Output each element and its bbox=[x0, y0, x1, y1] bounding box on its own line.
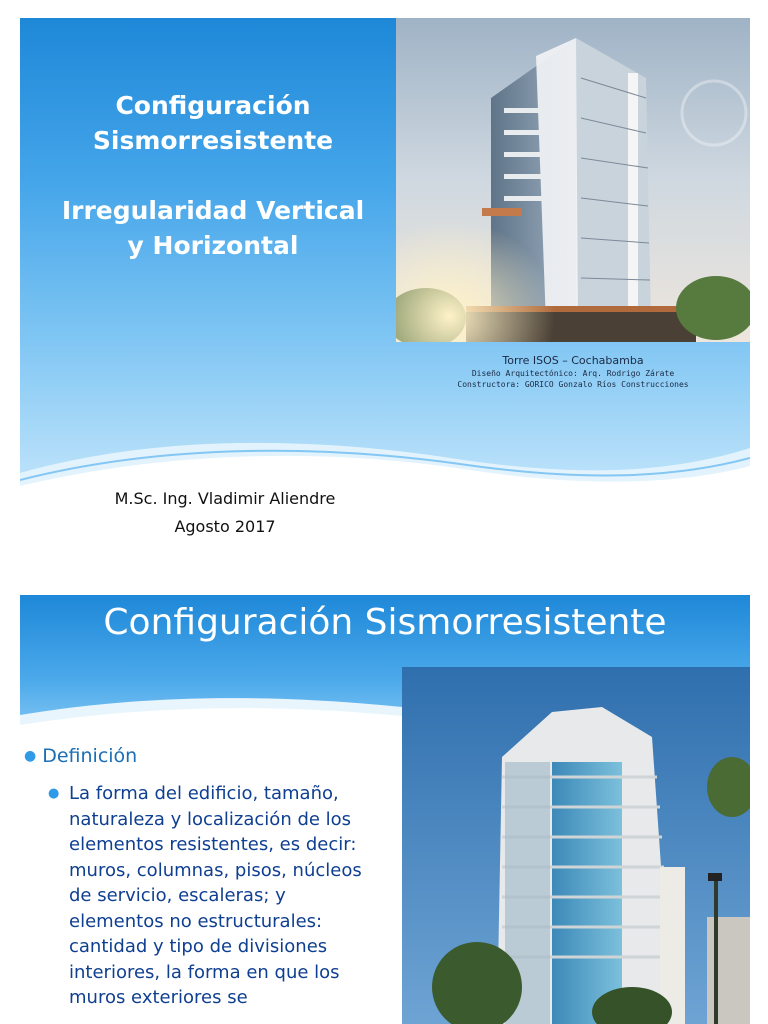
title-line: Sismorresistente bbox=[92, 126, 334, 155]
photo-caption bbox=[396, 354, 750, 390]
caption-builder: Constructora: GORICO Gonzalo Ríos Construcciones bbox=[457, 380, 689, 389]
presentation-date: Agosto 2017 bbox=[174, 517, 276, 536]
bullet-body bbox=[48, 781, 378, 1011]
subtitle-line: Irregularidad Vertical bbox=[61, 196, 365, 225]
title-slide bbox=[20, 18, 750, 574]
content-slide bbox=[20, 595, 750, 1024]
presentation-title bbox=[38, 88, 388, 263]
author-name: M.Sc. Ing. Vladimir Aliendre bbox=[114, 489, 336, 508]
building-photo bbox=[402, 667, 750, 1024]
bullet-dot-icon: ● bbox=[24, 748, 37, 764]
caption-design: Diseño Arquitectónico: Arq. Rodrigo Zárate bbox=[471, 369, 675, 378]
author-block bbox=[80, 485, 370, 541]
caption-title: Torre ISOS – Cochabamba bbox=[502, 354, 644, 367]
subtitle-line: y Horizontal bbox=[127, 231, 299, 260]
slide-title: Configuración Sismorresistente bbox=[103, 602, 667, 643]
bullet-text: Definición bbox=[42, 745, 138, 767]
bullet-text: La forma del edificio, tamaño, naturaleza y localización de los elementos resistentes, es decir: muros, columnas, pisos, núcleos de servicio, escaleras; y elementos no estructurales: cantidad y tipo de divisiones interiores, la forma en que los muros exteriores se bbox=[69, 783, 362, 1008]
bullet-dot-icon: ● bbox=[48, 786, 60, 801]
title-line: Configuración bbox=[115, 91, 311, 120]
bullet-definition bbox=[24, 743, 137, 769]
building-photo bbox=[396, 18, 750, 342]
